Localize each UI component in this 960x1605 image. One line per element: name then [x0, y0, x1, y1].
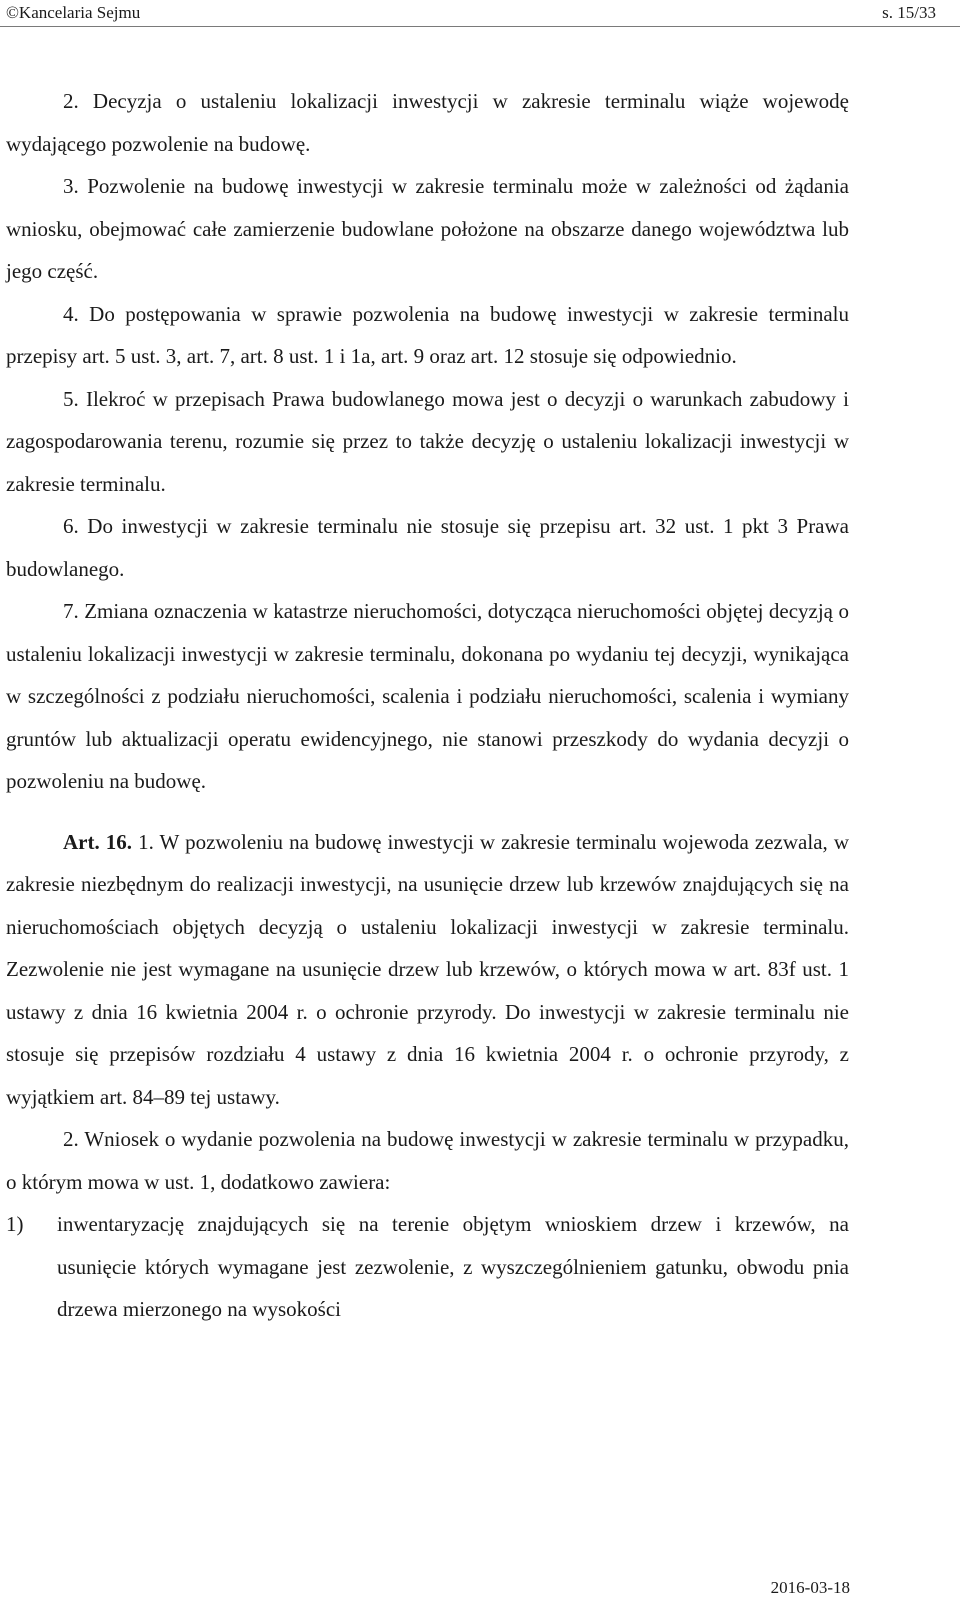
- list-item-number: 1): [6, 1212, 24, 1236]
- paragraph-7: 7. Zmiana oznaczenia w katastrze nieruchomości, dotycząca nieruchomości objętej decyzją o ustaleniu lokalizacji inwestycji w zakresie terminalu, dokonana po wydaniu tej decyzji, wynikająca w szczególności z podziału nieruchomości, scalenia i podziału nieruchomości, scalenia i wymiany gruntów lub aktualizacji operatu ewidencyjnego, nie stanowi przeszkody do wydania decyzji o pozwoleniu na budowę.: [6, 599, 849, 793]
- header-page-number: s. 15/33: [882, 3, 936, 22]
- page-header: [0, 0, 960, 28]
- document-body: [6, 80, 849, 1331]
- header-divider: [0, 26, 960, 27]
- footer-date: 2016-03-18: [770, 1578, 850, 1597]
- article-16-paragraph-2: 2. Wniosek o wydanie pozwolenia na budowę inwestycji w zakresie terminalu w przypadku, o którym mowa w ust. 1, dodatkowo zawiera:: [6, 1127, 849, 1194]
- paragraph-2: 2. Decyzja o ustaleniu lokalizacji inwestycji w zakresie terminalu wiąże wojewodę wydającego pozwolenie na budowę.: [6, 89, 849, 156]
- list-item-text: inwentaryzację znajdujących się na terenie objętym wnioskiem drzew i krzewów, na usunięcie których wymagane jest zezwolenie, z wyszczególnieniem gatunku, obwodu pnia drzewa mierzonego na wysokości: [57, 1212, 849, 1321]
- paragraph-6: 6. Do inwestycji w zakresie terminalu nie stosuje się przepisu art. 32 ust. 1 pkt 3 Prawa budowlanego.: [6, 514, 849, 581]
- paragraph-4: 4. Do postępowania w sprawie pozwolenia na budowę inwestycji w zakresie terminalu przepisy art. 5 ust. 3, art. 7, art. 8 ust. 1 i 1a, art. 9 oraz art. 12 stosuje się odpowiednio.: [6, 301, 849, 368]
- header-copyright: ©Kancelaria Sejmu: [6, 3, 141, 22]
- paragraph-5: 5. Ilekroć w przepisach Prawa budowlanego mowa jest o decyzji o warunkach zabudowy i zagospodarowania terenu, rozumie się przez to także decyzję o ustaleniu lokalizacji inwestycji w zakresie terminalu.: [6, 386, 849, 496]
- list-item: [6, 1203, 849, 1331]
- paragraph-3: 3. Pozwolenie na budowę inwestycji w zakresie terminalu może w zależności od żądania wniosku, obejmować całe zamierzenie budowlane położone na obszarze danego województwa lub jego część.: [6, 174, 849, 283]
- article-16-paragraph-1: [6, 821, 849, 1119]
- article-label: Art. 16.: [63, 829, 133, 854]
- article-16-text-1: 1. W pozwoleniu na budowę inwestycji w zakresie terminalu wojewoda zezwala, w zakresie niezbędnym do realizacji inwestycji, na usunięcie drzew lub krzewów znajdujących się na nieruchomościach objętych decyzją o ustaleniu lokalizacji inwestycji w zakresie terminalu. Zezwolenie nie jest wymagane na usunięcie drzew lub krzewów, o których mowa w art. 83f ust. 1 ustawy z dnia 16 kwietnia 2004 r. o ochronie przyrody. Do inwestycji w zakresie terminalu nie stosuje się przepisów rozdziału 4 ustawy z dnia 16 kwietnia 2004 r. o ochronie przyrody, z wyjątkiem art. 84–89 tej ustawy.: [6, 829, 849, 1109]
